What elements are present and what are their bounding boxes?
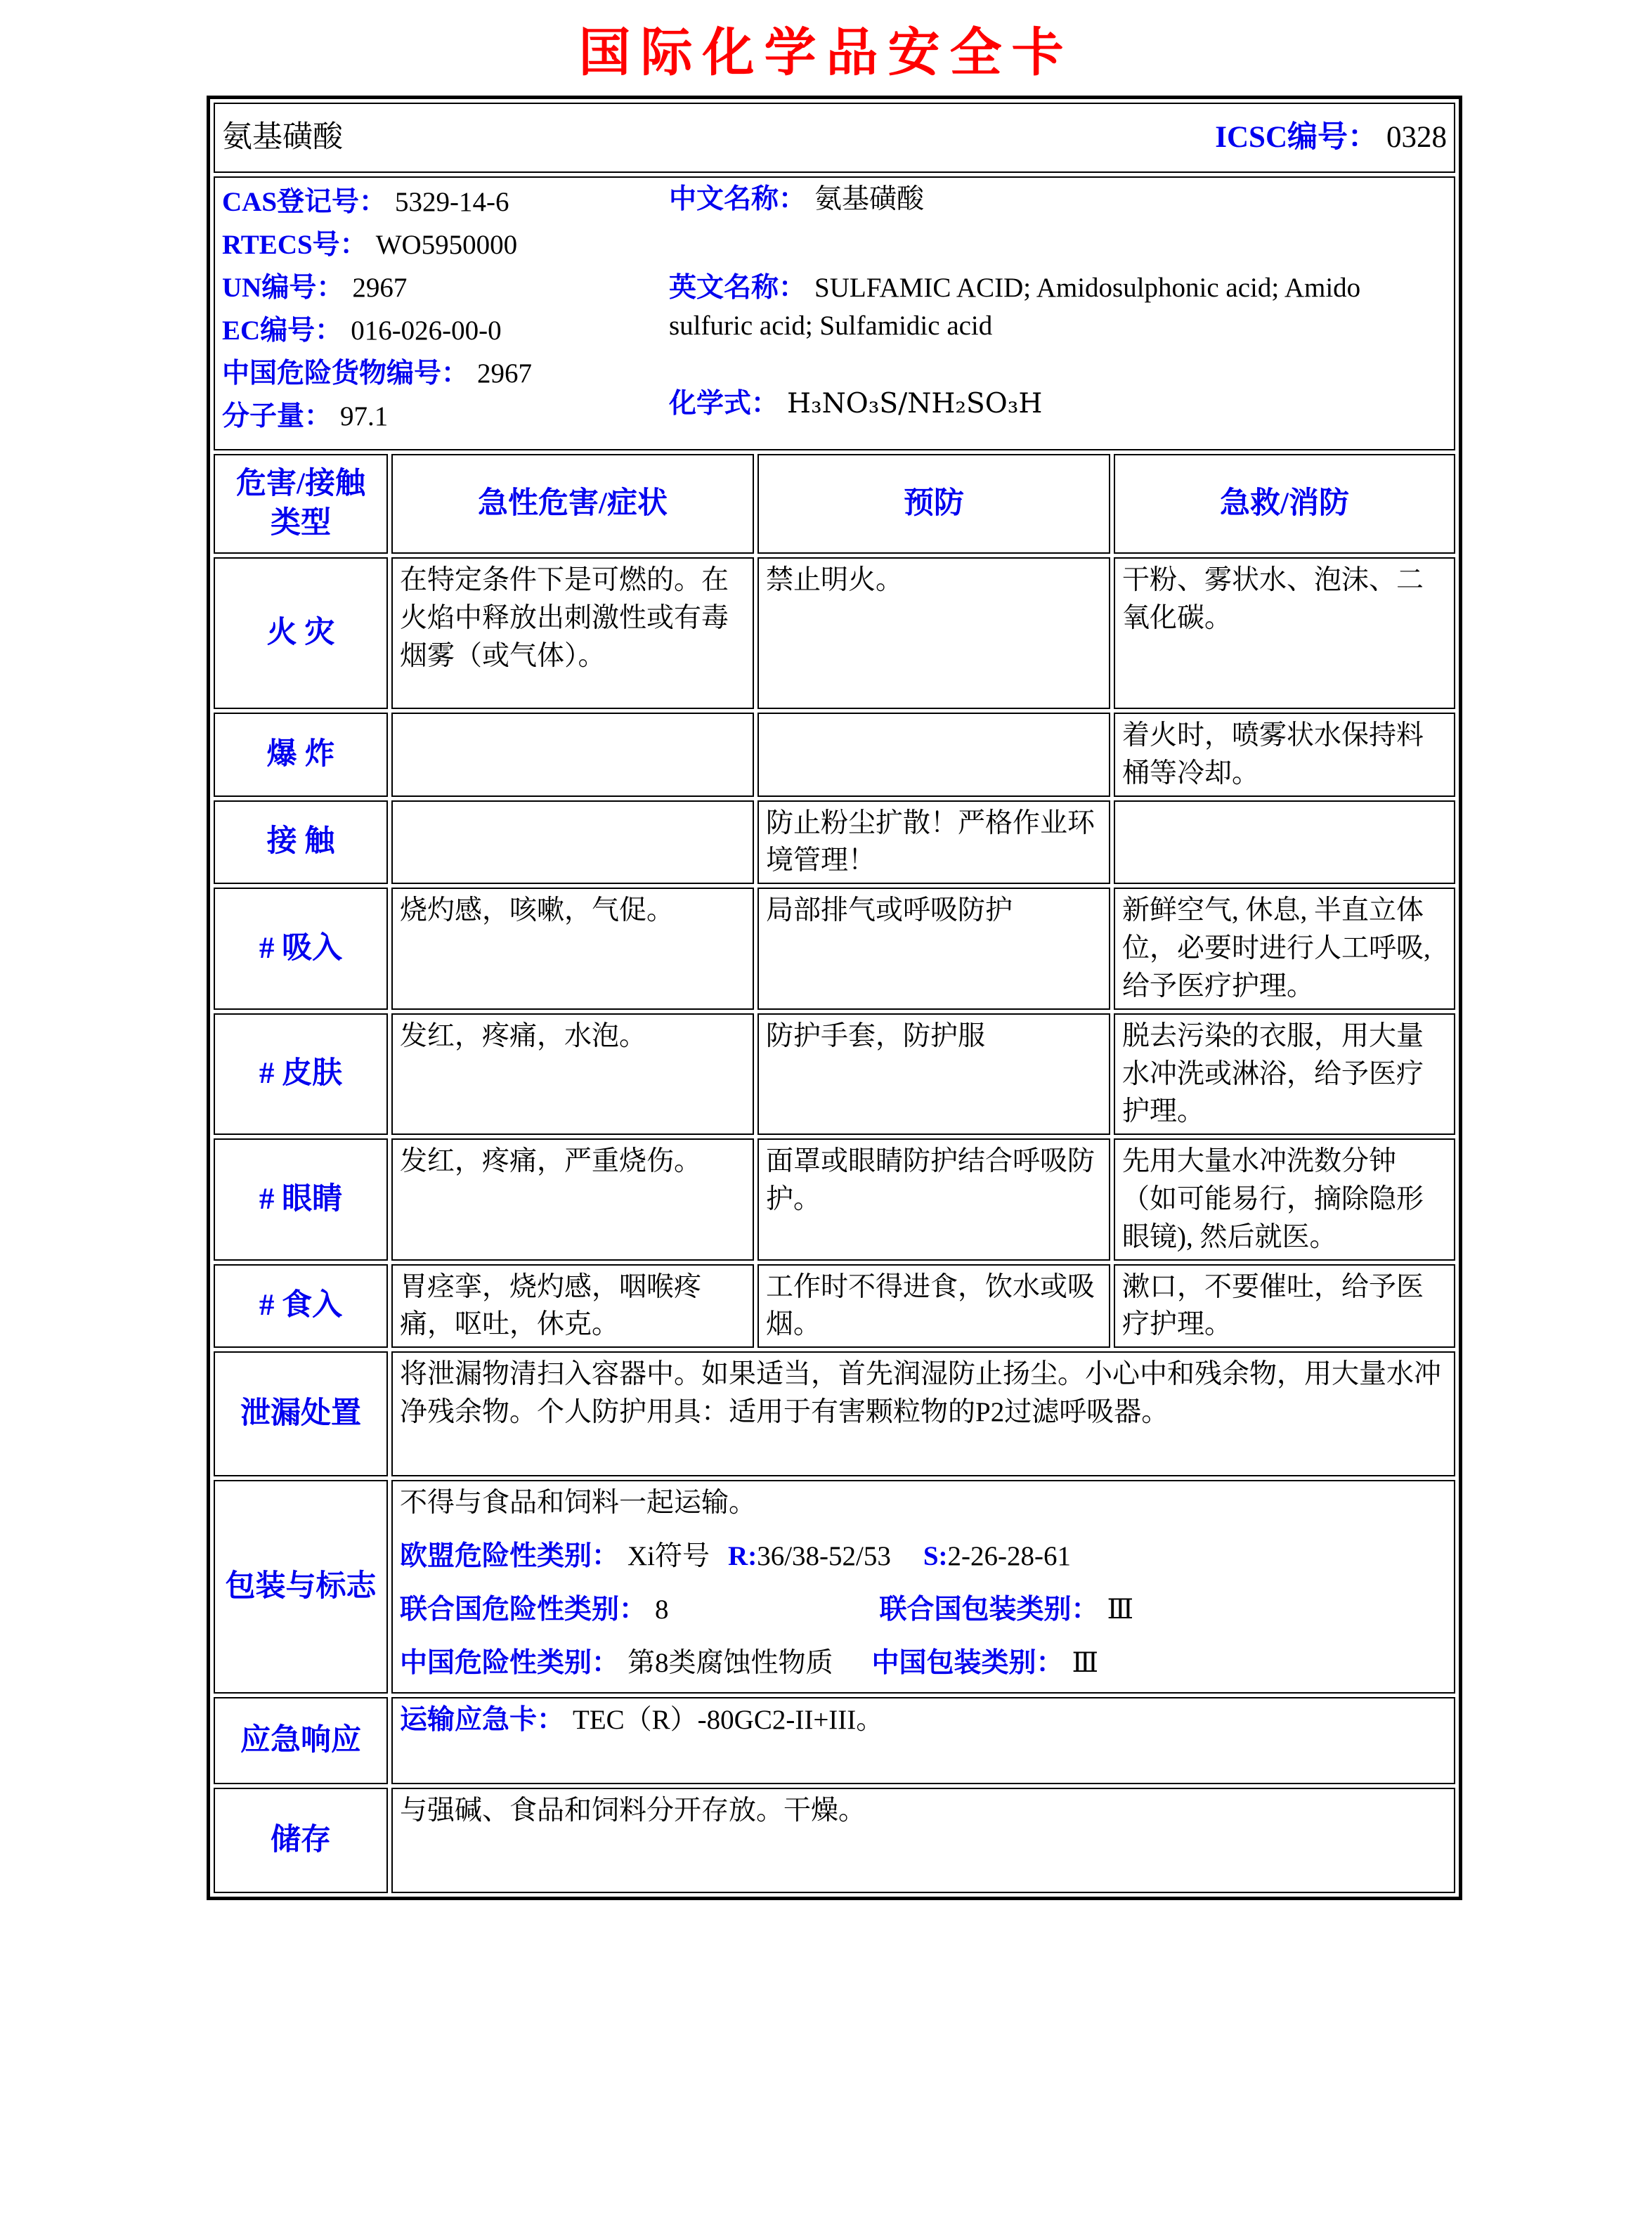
row-eyes-label: # 眼睛 [214, 1138, 388, 1260]
un-packing-group-label: 联合国包装类别： [879, 1594, 1099, 1625]
row-eyes-firstaid: 先用大量水冲洗数分钟（如可能易行，摘除隐形眼镜), 然后就医。 [1114, 1138, 1455, 1260]
header-firstaid-firefighting: 急救/消防 [1114, 454, 1455, 554]
un-packing-group-value: Ⅲ [1107, 1594, 1134, 1625]
china-dg-number-line [222, 352, 669, 395]
icsc-card [207, 96, 1462, 1900]
spill-disposal-text: 将泄漏物清扫入容器中。如果适当，首先润湿防止扬尘。小心中和残余物，用大量水冲净残余物。个人防护用具：适用于有害颗粒物的P2过滤呼吸器。 [391, 1351, 1455, 1476]
row-explosion-prevention [757, 713, 1110, 797]
china-hazard-class-value: 第8类腐蚀性物质 [627, 1647, 833, 1678]
chinese-name-line [669, 181, 1447, 219]
cas-number-line [222, 181, 669, 223]
row-eyes-prevention: 面罩或眼睛防护结合呼吸防护。 [757, 1138, 1110, 1260]
row-contact-symptoms [391, 800, 754, 885]
row-inhalation-symptoms: 烧灼感，咳嗽，气促。 [391, 888, 754, 1009]
row-emergency-response [214, 1697, 1455, 1784]
row-eyes [214, 1138, 1455, 1260]
header-acute-symptoms: 急性危害/症状 [391, 454, 754, 554]
english-name-value: SULFAMIC ACID; Amidosulphonic acid; Amido sulfuric acid; Sulfamidic acid [669, 272, 1361, 341]
transport-emergency-card-value: TEC（R）-80GC2-II+III。 [573, 1705, 884, 1736]
r-phrases-value: 36/38-52/53 [757, 1541, 891, 1571]
molecular-weight-line [222, 395, 669, 438]
storage-label: 储存 [214, 1788, 388, 1893]
page-title: 国际化学品安全卡 [578, 22, 1074, 83]
row-ingestion-symptoms: 胃痉挛，烧灼感，咽喉疼痛，呕吐，休克。 [391, 1264, 754, 1349]
un-label: UN编号： [222, 273, 344, 303]
row-contact-label: 接 触 [214, 800, 388, 885]
row-skin-symptoms: 发红，疼痛，水泡。 [391, 1013, 754, 1135]
identification-left-column [222, 181, 669, 438]
chemical-formula-value: H₃NO₃S/NH₂SO₃H [787, 388, 1043, 420]
rtecs-number-line [222, 223, 669, 266]
rtecs-value: WO5950000 [375, 230, 518, 260]
row-fire [214, 557, 1455, 709]
packaging-un-classification-line [400, 1591, 1447, 1629]
identification-row [214, 176, 1455, 450]
emergency-response-cell [391, 1697, 1455, 1784]
row-skin-firstaid: 脱去污染的衣服，用大量水冲洗或淋浴，给予医疗护理。 [1114, 1013, 1455, 1135]
header-prevention: 预防 [757, 454, 1110, 554]
molecular-weight-label: 分子量： [222, 401, 332, 431]
molecular-weight-value: 97.1 [340, 401, 389, 431]
icsc-number-value: 0328 [1386, 121, 1448, 155]
icsc-number [1215, 117, 1447, 158]
un-hazard-class-value: 8 [655, 1594, 669, 1625]
substance-header-row [214, 103, 1455, 173]
china-packing-group-label: 中国包装类别： [871, 1647, 1064, 1678]
row-skin-label: # 皮肤 [214, 1013, 388, 1135]
packaging-china-classification-line [400, 1644, 1447, 1682]
un-value: 2967 [352, 273, 408, 303]
chinese-name-value: 氨基磺酸 [814, 184, 925, 214]
ec-number-line [222, 309, 669, 352]
row-contact-firstaid [1114, 800, 1455, 885]
row-inhalation-label: # 吸入 [214, 888, 388, 1009]
packaging-eu-classification-line [400, 1538, 1447, 1575]
row-inhalation-firstaid: 新鲜空气, 休息, 半直立体位，必要时进行人工呼吸, 给予医疗护理。 [1114, 888, 1455, 1009]
row-skin-prevention: 防护手套，防护服 [757, 1013, 1110, 1135]
emergency-response-label: 应急响应 [214, 1697, 388, 1784]
row-explosion [214, 713, 1455, 797]
china-dg-label: 中国危险货物编号： [222, 358, 469, 389]
row-ingestion [214, 1264, 1455, 1349]
s-phrases-value: 2-26-28-61 [947, 1541, 1072, 1571]
r-phrases-label: R: [728, 1541, 757, 1571]
row-fire-symptoms: 在特定条件下是可燃的。在火焰中释放出刺激性或有毒烟雾（或气体）。 [391, 557, 754, 709]
packaging-labelling-cell [391, 1480, 1455, 1694]
row-packaging-labelling [214, 1480, 1455, 1694]
row-inhalation-prevention: 局部排气或呼吸防护 [757, 888, 1110, 1009]
row-inhalation [214, 888, 1455, 1009]
storage-text: 与强碱、食品和饲料分开存放。干燥。 [391, 1788, 1455, 1893]
china-packing-group-value: Ⅲ [1072, 1647, 1099, 1678]
row-explosion-firstaid: 着火时，喷雾状水保持料桶等冷却。 [1114, 713, 1455, 797]
header-hazard-type: 危害/接触类型 [214, 454, 388, 554]
english-name-label: 英文名称： [669, 272, 807, 303]
packaging-labelling-label: 包装与标志 [214, 1480, 388, 1694]
row-spill-disposal [214, 1351, 1455, 1476]
identification-cell [214, 176, 1455, 450]
row-contact-prevention: 防止粉尘扩散！严格作业环境管理！ [757, 800, 1110, 885]
transport-emergency-card-label: 运输应急卡： [400, 1705, 565, 1736]
rtecs-label: RTECS号： [222, 230, 368, 260]
row-eyes-symptoms: 发红，疼痛，严重烧伤。 [391, 1138, 754, 1260]
un-number-line [222, 266, 669, 309]
row-contact [214, 800, 1455, 885]
eu-classification-label: 欧盟危险性类别： [400, 1541, 620, 1571]
chinese-name-label: 中文名称： [669, 184, 807, 214]
china-hazard-class-label: 中国危险性类别： [400, 1647, 620, 1678]
row-explosion-label: 爆 炸 [214, 713, 388, 797]
row-fire-firstaid: 干粉、雾状水、泡沫、二氧化碳。 [1114, 557, 1455, 709]
row-fire-label: 火 灾 [214, 557, 388, 709]
row-storage [214, 1788, 1455, 1893]
ec-value: 016-026-00-0 [351, 316, 502, 346]
spill-disposal-label: 泄漏处置 [214, 1351, 388, 1476]
row-explosion-symptoms [391, 713, 754, 797]
row-fire-prevention: 禁止明火。 [757, 557, 1110, 709]
icsc-number-label: ICSC编号： [1215, 121, 1379, 155]
cas-value: 5329-14-6 [395, 187, 509, 217]
row-ingestion-label: # 食入 [214, 1264, 388, 1349]
ec-label: EC编号： [222, 316, 343, 346]
row-skin [214, 1013, 1455, 1135]
substance-header-cell [214, 103, 1455, 173]
hazard-table-header-row [214, 454, 1455, 554]
chemical-formula-label: 化学式： [669, 389, 779, 420]
chemical-formula-line [669, 385, 1447, 423]
s-phrases-label: S: [923, 1541, 948, 1571]
row-ingestion-prevention: 工作时不得进食，饮水或吸烟。 [757, 1264, 1110, 1349]
substance-name: 氨基磺酸 [222, 121, 343, 155]
china-dg-value: 2967 [477, 358, 533, 389]
un-hazard-class-label: 联合国危险性类别： [400, 1594, 647, 1625]
row-ingestion-firstaid: 漱口，不要催吐，给予医疗护理。 [1114, 1264, 1455, 1349]
packaging-transport-note: 不得与食品和饲料一起运输。 [400, 1488, 757, 1519]
eu-classification-value: Xi符号 [627, 1541, 710, 1571]
cas-label: CAS登记号： [222, 187, 387, 217]
identification-right-column [669, 181, 1447, 438]
english-name-line [669, 269, 1447, 345]
